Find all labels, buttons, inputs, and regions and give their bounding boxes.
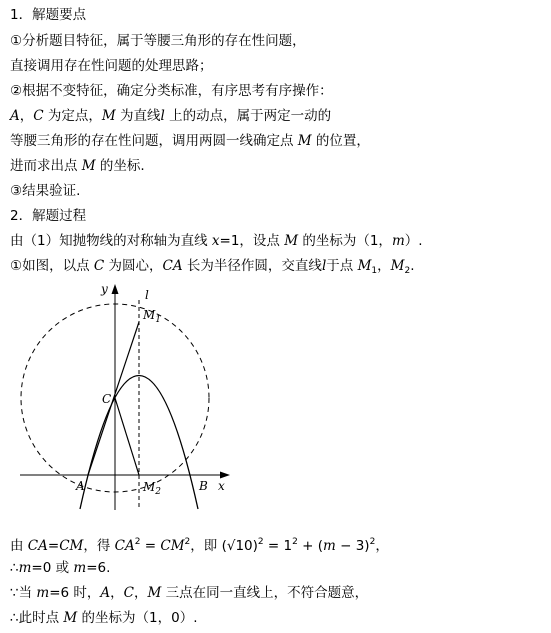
label-y: y <box>101 282 108 296</box>
segment-C-M2 <box>115 398 139 475</box>
point-2-line-c: 等腰三角形的存在性问题，调用两圆一线确定点 M 的位置， <box>10 133 370 149</box>
point-2-line-b: A，C 为定点，M 为直线l 上的动点，属于两定一动的 <box>10 108 332 124</box>
point-2-line-d: 进而求出点 M 的坐标. <box>10 158 145 174</box>
point-1-line-b: 直接调用存在性问题的处理思路； <box>10 58 213 74</box>
x-axis-arrow <box>220 472 230 479</box>
label-x: x <box>218 479 225 493</box>
point-1-line-a: ①分析题目特征，属于等腰三角形的存在性问题， <box>10 33 306 49</box>
label-C: C <box>102 392 112 406</box>
point-3-line: ③结果验证. <box>10 183 81 199</box>
label-M2: $M_2$ <box>143 480 162 497</box>
final-answer-line: ∴此时点 M 的坐标为（1，0）. <box>10 610 198 626</box>
verification-line: ∵当 m=6 时，A，C，M 三点在同一直线上，不符合题意， <box>10 585 369 601</box>
section-1-title: 1．解题要点 <box>10 7 87 23</box>
process-intro: 由（1）知抛物线的对称轴为直线 x=1，设点 M 的坐标为（1，m）. <box>10 233 423 249</box>
section-2-title: 2．解题过程 <box>10 208 87 224</box>
equation-line: 由 CA=CM，得 $CA^2 = CM^2$，即 $(√10)^2 = 1^2 + (m - 3)^2$， <box>10 537 389 554</box>
label-A: A <box>76 479 85 493</box>
y-axis-arrow <box>112 284 119 294</box>
label-l: l <box>145 288 149 302</box>
point-2-line-a: ②根据不变特征，确定分类标准，有序思考有序操作： <box>10 83 333 99</box>
process-step-1: ①如图，以点 C 为圆心，CA 长为半径作圆，交直线l于点 $M_1$，$M_2$. <box>10 258 415 276</box>
label-B: B <box>199 479 208 493</box>
label-M1: $M_1$ <box>143 308 162 325</box>
solution-line: ∴m=0 或 m=6. <box>10 560 111 576</box>
